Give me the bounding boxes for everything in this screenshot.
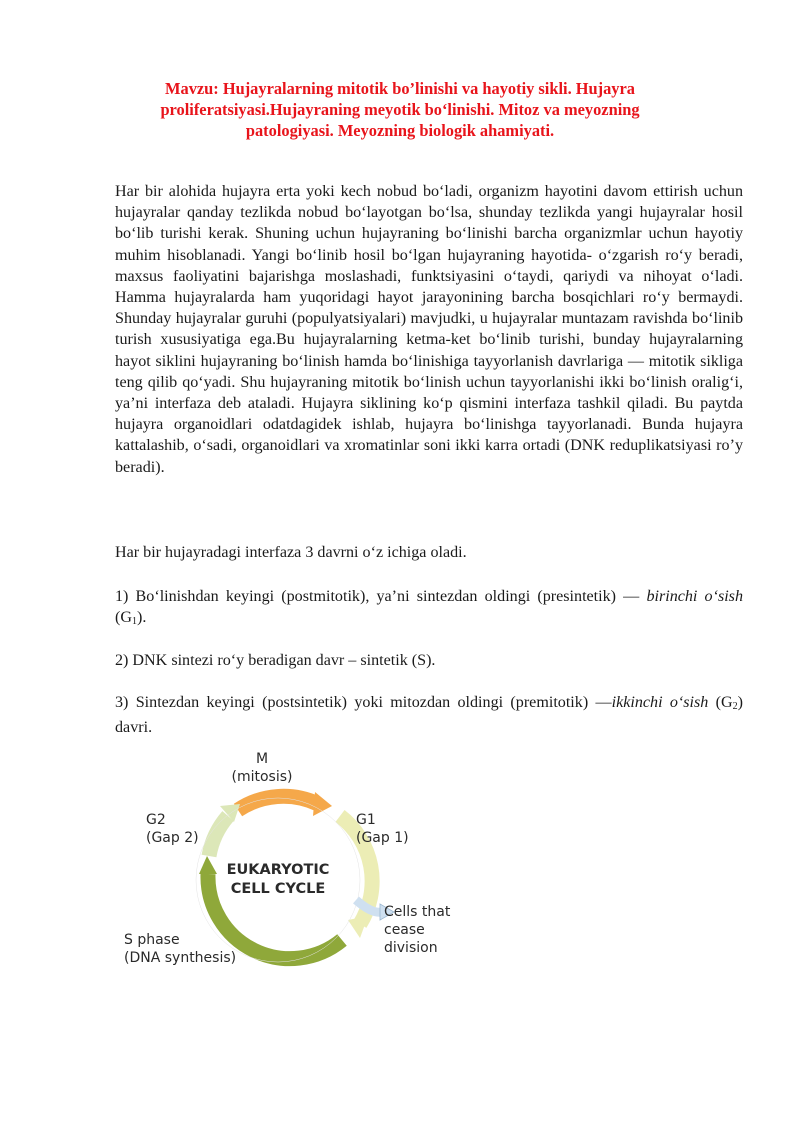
list-item-g2-label: (G (708, 694, 733, 711)
list-item-g2 (115, 692, 743, 738)
s-sublabel: (DNA synthesis) (124, 950, 237, 966)
document-title: Mavzu: Hujayralarning mitotik bo’linishi va hayotiy sikli. Hujayra proliferatsiyasi.Hujayraning meyotik bo‘linishi. Mitoz va meyozning patologiyasi. Meyozning biologik ahamiyati. (160, 79, 640, 140)
g1-sublabel: (Gap 1) (356, 830, 409, 846)
list-item-g2-emphasis: ikkinchi o‘sish (611, 694, 709, 711)
cycle-center-subtitle: CELL CYCLE (230, 881, 326, 897)
list-item-g2-end: ) davri. (115, 694, 743, 737)
list-item-g1-label: (G (115, 609, 132, 627)
exit-label-3: division (384, 940, 438, 956)
exit-label-1: Cells that (384, 904, 451, 920)
list-item-g2-text: 3) Sintezdan keyingi (postsintetik) yoki mitozdan oldingi (premitotik) — (115, 694, 612, 711)
cell-cycle-diagram (110, 744, 470, 974)
s-phase-arrowhead (199, 856, 217, 874)
exit-label-2: cease (384, 922, 425, 938)
m-sublabel: (mitosis) (231, 769, 293, 785)
list-item-g1-emphasis: birinchi o‘sish (646, 588, 743, 605)
list-item-g2-subscript: 2 (732, 701, 738, 712)
g2-label: G2 (146, 812, 166, 828)
g2-sublabel: (Gap 2) (146, 830, 199, 846)
g2-phase-arrow (209, 816, 228, 856)
s-label: S phase (124, 932, 180, 948)
list-item-s: 2) DNK sintezi ro‘y beradigan davr – sintetik (S). (115, 652, 436, 669)
paragraph-interphase: Har bir hujayradagi interfaza 3 davrni o‘z ichiga oladi. (115, 544, 467, 561)
g1-label: G1 (356, 812, 376, 828)
list-item-g1-text: 1) Bo‘linishdan keyingi (postmitotik), ya’ni sintezdan oldingi (presintetik) — (115, 588, 640, 605)
m-label: M (255, 751, 269, 767)
cycle-center-title: EUKARYOTIC (226, 862, 330, 878)
list-item-g1-end: ). (136, 609, 147, 627)
m-phase-arrowhead (313, 792, 332, 816)
list-item-g1 (115, 586, 743, 632)
list-item-g1-subscript: 1 (131, 616, 137, 628)
paragraph-intro: Har bir alohida hujayra erta yoki kech nobud bo‘ladi, organizm hayotini davom ettirish uchun hujayralar qanday tezlikda nobud bo‘layotgan bo‘lsa, shunday tezlikda yangi hujayralar hosil bo‘lib turishi kerak. Shuning uchun hujayraning bo‘linishi barcha organizmlar uchun hayotiy muhim hisoblanadi. Yangi bo‘linib hosil bo‘lgan hujayraning hayotida- o‘zgarish ro‘y beradi, maxsus faoliyatini bajarishga moslashadi, funktsiyasini o‘taydi, qariydi va nihoyat o‘ladi. Hamma hujayralarda ham yuqoridagi hayot jarayonining barcha bosqichlari ro‘y bermaydi. Shunday hujayralar guruhi (populyatsiyalari) mavjudki, u hujayralar muntazam ravishda bo‘linib turish xususiyatiga ega.Bu hujayralarning ketma-ket bo‘linib turishi, bunday hujayralarning hayot siklini hujayraning bo‘linish hamda bo‘linishiga tayyorlanish davrlariga — mitotik sikliga teng qilib qo‘yadi. Shu hujayraning mitotik bo‘linish uchun tayyorlanishi ikki bo‘linish oralig‘i, ya’ni interfaza deb ataladi. Hujayra siklining ko‘p qismini interfaza tashkil qiladi. Bu paytda hujayra organoidlari odatdagidek ishlab, hujayra bo‘linishga tayyorlanadi. Bunda hujayra kattalashib, o‘sadi, organoidlari va xromatinlar soni ikki karra ortadi (DNK reduplikatsiyasi ro’y beradi). (115, 183, 743, 476)
